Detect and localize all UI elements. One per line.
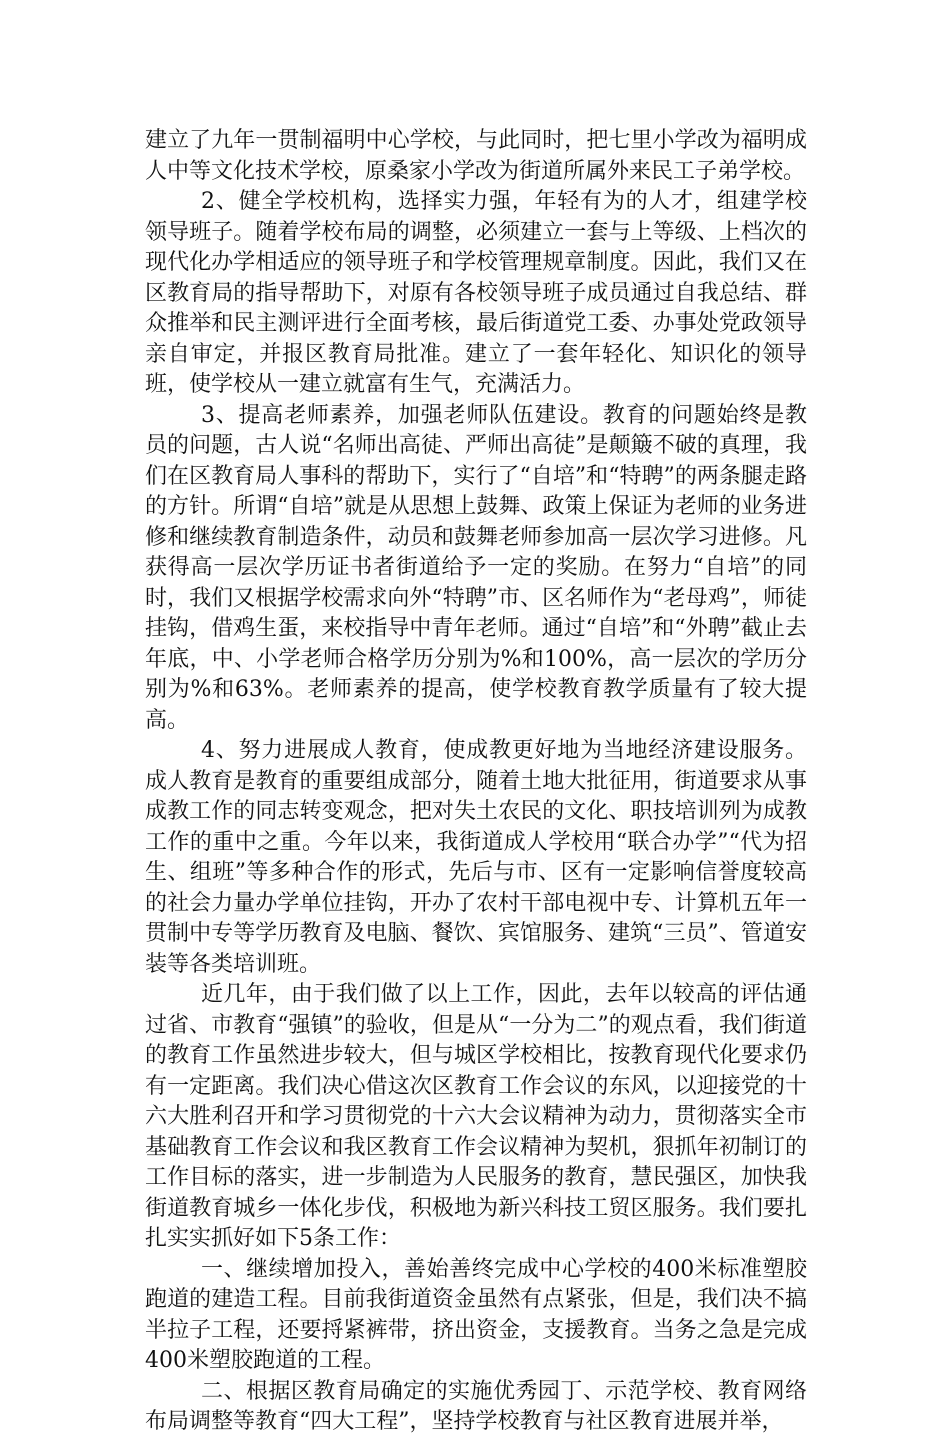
paragraph-adult-education: 4、努力进展成人教育，使成教更好地为当地经济建设服务。成人教育是教育的重要组成部分，随着土地大批征用，街道要求从事成教工作的同志转变观念，把对失土农民的文化、职技培训列为成教工作的重中之重。今年以来，我街道成人学校用“联合办学”“代为招生、组班”等多种合作的形式，先后与市、区有一定影响信誉度较高的社会力量办学单位挂钩，开办了农村干部电视中专、计算机五年一贯制中专等学历教育及电脑、餐饮、宾馆服务、建筑“三员”、管道安装等各类培训班。 xyxy=(145,738,807,977)
paragraph-school-restructuring: 建立了九年一贯制福明中心学校，与此同时，把七里小学改为福明成人中等文化技术学校，原桑家小学改为街道所属外来民工子弟学校。 xyxy=(145,128,807,184)
paragraph-task-two: 二、根据区教育局确定的实施优秀园丁、示范学校、教育网络布局调整等教育“四大工程”，坚持学校教育与社区教育进展并举， xyxy=(145,1378,807,1434)
paragraph-teacher-quality: 3、提高老师素养，加强老师队伍建设。教育的问题始终是教员的问题，古人说“名师出高徒、严师出高徒”是颠簸不破的真理，我们在区教育局人事科的帮助下，实行了“自培”和“特聘”的两条腿走路的方针。所谓“自培”就是从思想上鼓舞、政策上保证为老师的业务进修和继续教育制造条件，动员和鼓舞老师参加高一层次学习进修。凡获得高一层次学历证书者街道给予一定的奖励。在努力“自培”的同时，我们又根据学校需求向外“特聘”市、区名师作为“老母鸡”，师徒挂钩，借鸡生蛋，来校指导中青年老师。通过“自培”和“外聘”截止去年底，中、小学老师合格学历分别为%和100%，高一层次的学历分别为%和63%。老师素养的提高，使学校教育教学质量有了较大提高。 xyxy=(145,402,807,733)
paragraph-leadership-team: 2、健全学校机构，选择实力强，年轻有为的人才，组建学校领导班子。随着学校布局的调整，必须建立一套与上等级、上档次的现代化办学相适应的领导班子和学校管理规章制度。因此，我们又在区教育局的指导帮助下，对原有各校领导班子成员通过自我总结、群众推举和民主测评进行全面考核，最后街道党工委、办事处党政领导亲自审定，并报区教育局批准。建立了一套年轻化、知识化的领导班，使学校从一建立就富有生气，充满活力。 xyxy=(145,189,807,397)
document-body xyxy=(145,126,807,1438)
paragraph-recent-years: 近几年，由于我们做了以上工作，因此，去年以较高的评估通过省、市教育“强镇”的验收，但是从“一分为二”的观点看，我们街道的教育工作虽然进步较大，但与城区学校相比，按教育现代化要求仍有一定距离。我们决心借这次区教育工作会议的东风，以迎接党的十六大胜利召开和学习贯彻党的十六大会议精神为动力，贯彻落实全市基础教育工作会议和我区教育工作会议精神为契机，狠抓年初制订的工作目标的落实，进一步制造为人民服务的教育，慧民强区，加快我街道教育城乡一体化步伐，积极地为新兴科技工贸区服务。我们要扎扎实实抓好如下5条工作： xyxy=(145,982,807,1251)
paragraph-task-one: 一、继续增加投入，善始善终完成中心学校的400米标准塑胶跑道的建造工程。目前我街道资金虽然有点紧张，但是，我们决不搞半拉子工程，还要捋紧裤带，挤出资金，支援教育。当务之急是完成400米塑胶跑道的工程。 xyxy=(145,1256,807,1373)
